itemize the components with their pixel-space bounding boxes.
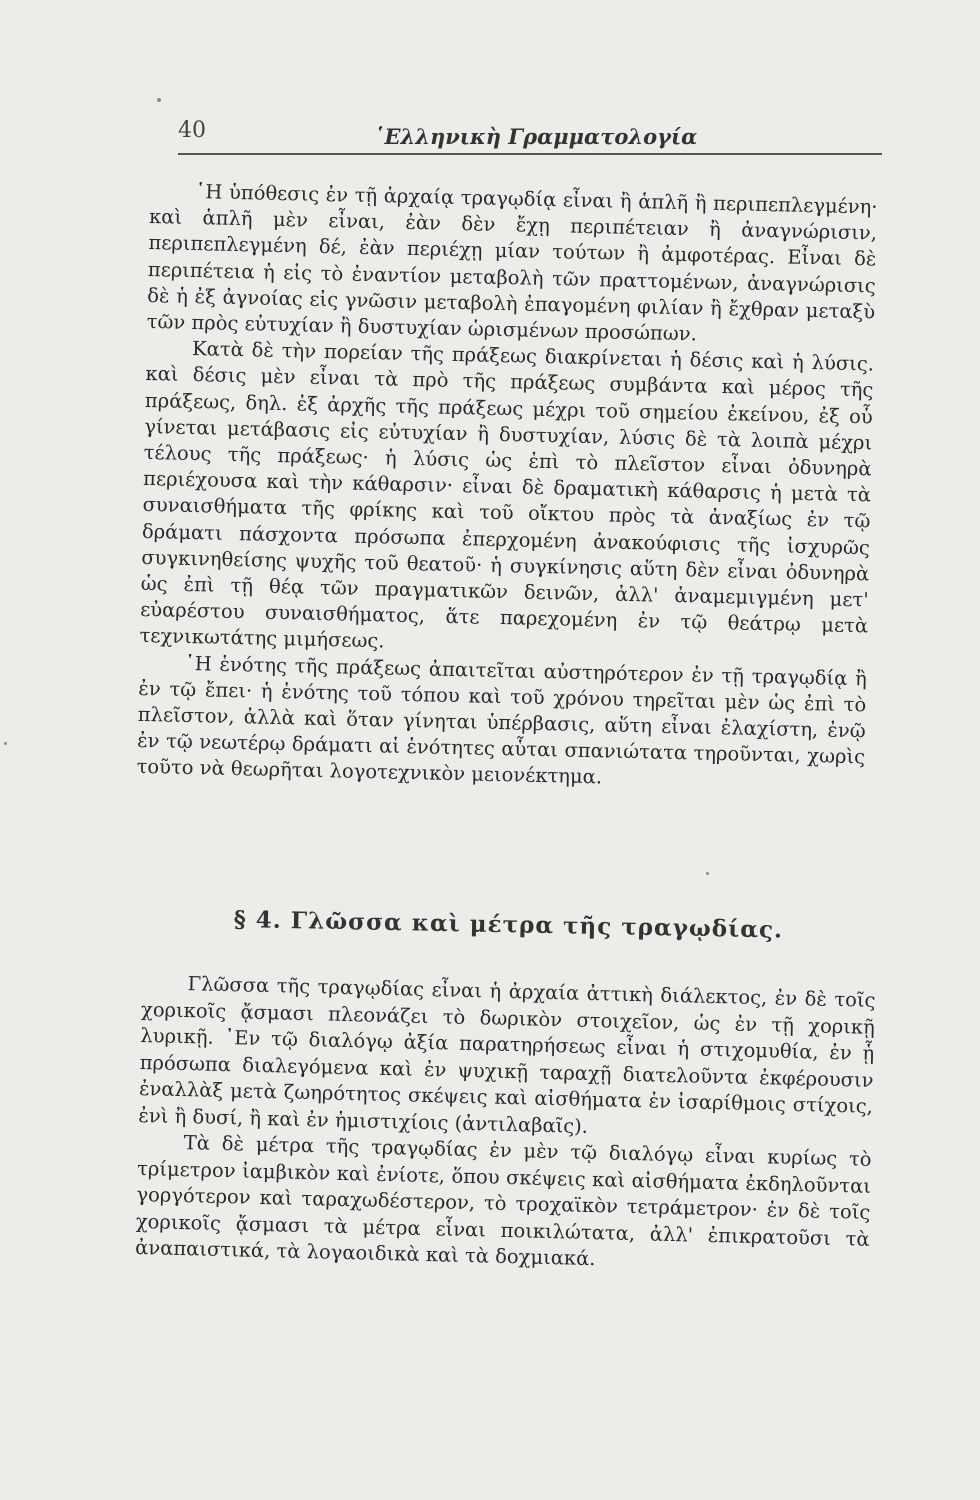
section-heading: § 4. Γλῶσσα καὶ μέτρα τῆς τραγῳδίας.	[233, 906, 784, 944]
paragraph: Τὰ δὲ μέτρα τῆς τραγῳδίας ἐν μὲν τῷ διαλόγῳ εἶναι κυρίως τὸ τρίμετρον ἰαμβικὸν καὶ ἐνίοτε, ὅπου σκέψεις καὶ αἰσθήματα ἐκδηλοῦνται γοργότερον καὶ ταραχωδέστερον, τὸ τροχαϊκὸν τετράμετρον· ἐν δὲ τοῖς χορικοῖς ᾄσμασι τὰ μέτρα εἶναι ποικιλώτατα, ἀλλ' ἐπικρατοῦσι τὰ ἀναπαιστικά, τὰ λογαοιδικὰ καὶ τὰ δοχμιακά.	[134, 1131, 872, 1271]
paragraph: ῾Η ὑπόθεσις ἐν τῇ ἀρχαίᾳ τραγῳδίᾳ εἶναι ἢ ἁπλῆ ἢ περιπεπλεγμένη· καὶ ἁπλῆ μὲν εἶναι, ἐὰν δὲν ἔχῃ περιπέτειαν ἢ ἀναγνώρισιν, περιπεπλεγμένη δέ, ἐὰν περιέχῃ μίαν τούτων ἢ ἀμφοτέρας. Εἶναι δὲ περιπέτεια ἡ εἰς τὸ ἐναντίον μεταβολὴ τῶν πραττομένων, ἀναγνώρισις δὲ ἡ ἐξ ἀγνοίας εἰς γνῶσιν μεταβολὴ ἐπαγομένη φιλίαν ἢ ἔχθραν μεταξὺ τῶν πρὸς εὐτυχίαν ἢ δυστυχίαν ὡρισμένων προσώπων.	[146, 180, 878, 346]
paragraph: ῾Η ἑνότης τῆς πράξεως ἀπαιτεῖται αὐστηρότερον ἐν τῇ τραγῳδίᾳ ἢ ἐν τῷ ἔπει· ἡ ἑνότης τοῦ τόπου καὶ τοῦ χρόνου τηρεῖται μὲν ὡς ἐπὶ τὸ πλεῖστον, ἀλλὰ καὶ ὅταν γίνηται ὑπέρβασις, αὕτη εἶναι ἐλαχίστη, ἐνῷ ἐν τῷ νεωτέρῳ δράματι αἱ ἑνότητες αὗται σπανιώτατα τηροῦνται, χωρὶς τοῦτο νὰ θεωρῆται λογοτεχνικὸν μειονέκτημα.	[136, 651, 868, 789]
running-title: ῾Ελληνικὴ Γραμματολογία	[374, 124, 698, 149]
print-speck	[4, 742, 7, 745]
body-text-section	[135, 970, 876, 1279]
page-number: 40	[178, 118, 206, 143]
paragraph: Γλῶσσα τῆς τραγῳδίας εἶναι ἡ ἀρχαία ἀττικὴ διάλεκτος, ἐν δὲ τοῖς χορικοῖς ᾄσμασι πλεονάζει τὸ δωρικὸν στοιχεῖον, ὡς ἐν τῇ χορικῇ λυρικῇ. ᾿Εν τῷ διαλόγῳ ἀξία παρατηρήσεως εἶναι ἡ στιχομυθία, ἐν ᾗ πρόσωπα διαλεγόμενα καὶ ἐν ψυχικῇ ταραχῇ διατελοῦντα ἐκφέρουσιν ἐναλλὰξ μετὰ ζωηρότητος σκέψεις καὶ αἰσθήματα ἐν ἰσαρίθμοις στίχοις, ἐνὶ ἢ δυσί, ἢ καὶ ἐν ἡμιστιχίοις (ἀντιλαβαῖς).	[138, 972, 876, 1138]
page-header	[178, 118, 878, 158]
header-rule	[178, 153, 882, 155]
print-speck	[157, 98, 161, 102]
paragraph: Κατὰ δὲ τὴν πορείαν τῆς πράξεως διακρίνεται ἡ δέσις καὶ ἡ λύσις. καὶ δέσις μὲν εἶναι τὰ πρὸ τῆς πράξεως συμβάντα καὶ μέρος τῆς πράξεως, δηλ. ἐξ ἀρχῆς τῆς πράξεως μέχρι τοῦ σημείου ἐκείνου, ἐξ οὗ γίνεται μετάβασις εἰς εὐτυχίαν ἢ δυστυχίαν, λύσις δὲ τὰ λοιπὰ μέχρι τέλους τῆς πράξεως· ἡ λύσις ὡς ἐπὶ τὸ πλεῖστον εἶναι ὀδυνηρὰ περιέχουσα καὶ τὴν κάθαρσιν· εἶναι δὲ δραματικὴ κάθαρσις ἡ μετὰ τὰ συναισθήματα τῆς φρίκης καὶ τοῦ οἴκτου πρὸς τὰ ἀναξίως ἐν τῷ δράματι πάσχοντα πρόσωπα ἐπερχομένη ἀνακούφισις τῆς ἰσχυρῶς συγκινηθείσης ψυχῆς τοῦ θεατοῦ· ἡ συγκίνησις αὕτη δὲν εἶναι ὀδυνηρὰ ὡς ἐπὶ τῇ θέᾳ τῶν πραγματικῶν δεινῶν, ἀλλ' ἀναμεμιγμένη μετ' εὐαρέστου συναισθήματος, ἅτε παρεχομένη ἐν τῷ θεάτρῳ μετὰ τεχνικωτάτης μιμήσεως.	[139, 337, 875, 653]
print-speck	[706, 872, 709, 875]
body-text	[136, 178, 877, 797]
